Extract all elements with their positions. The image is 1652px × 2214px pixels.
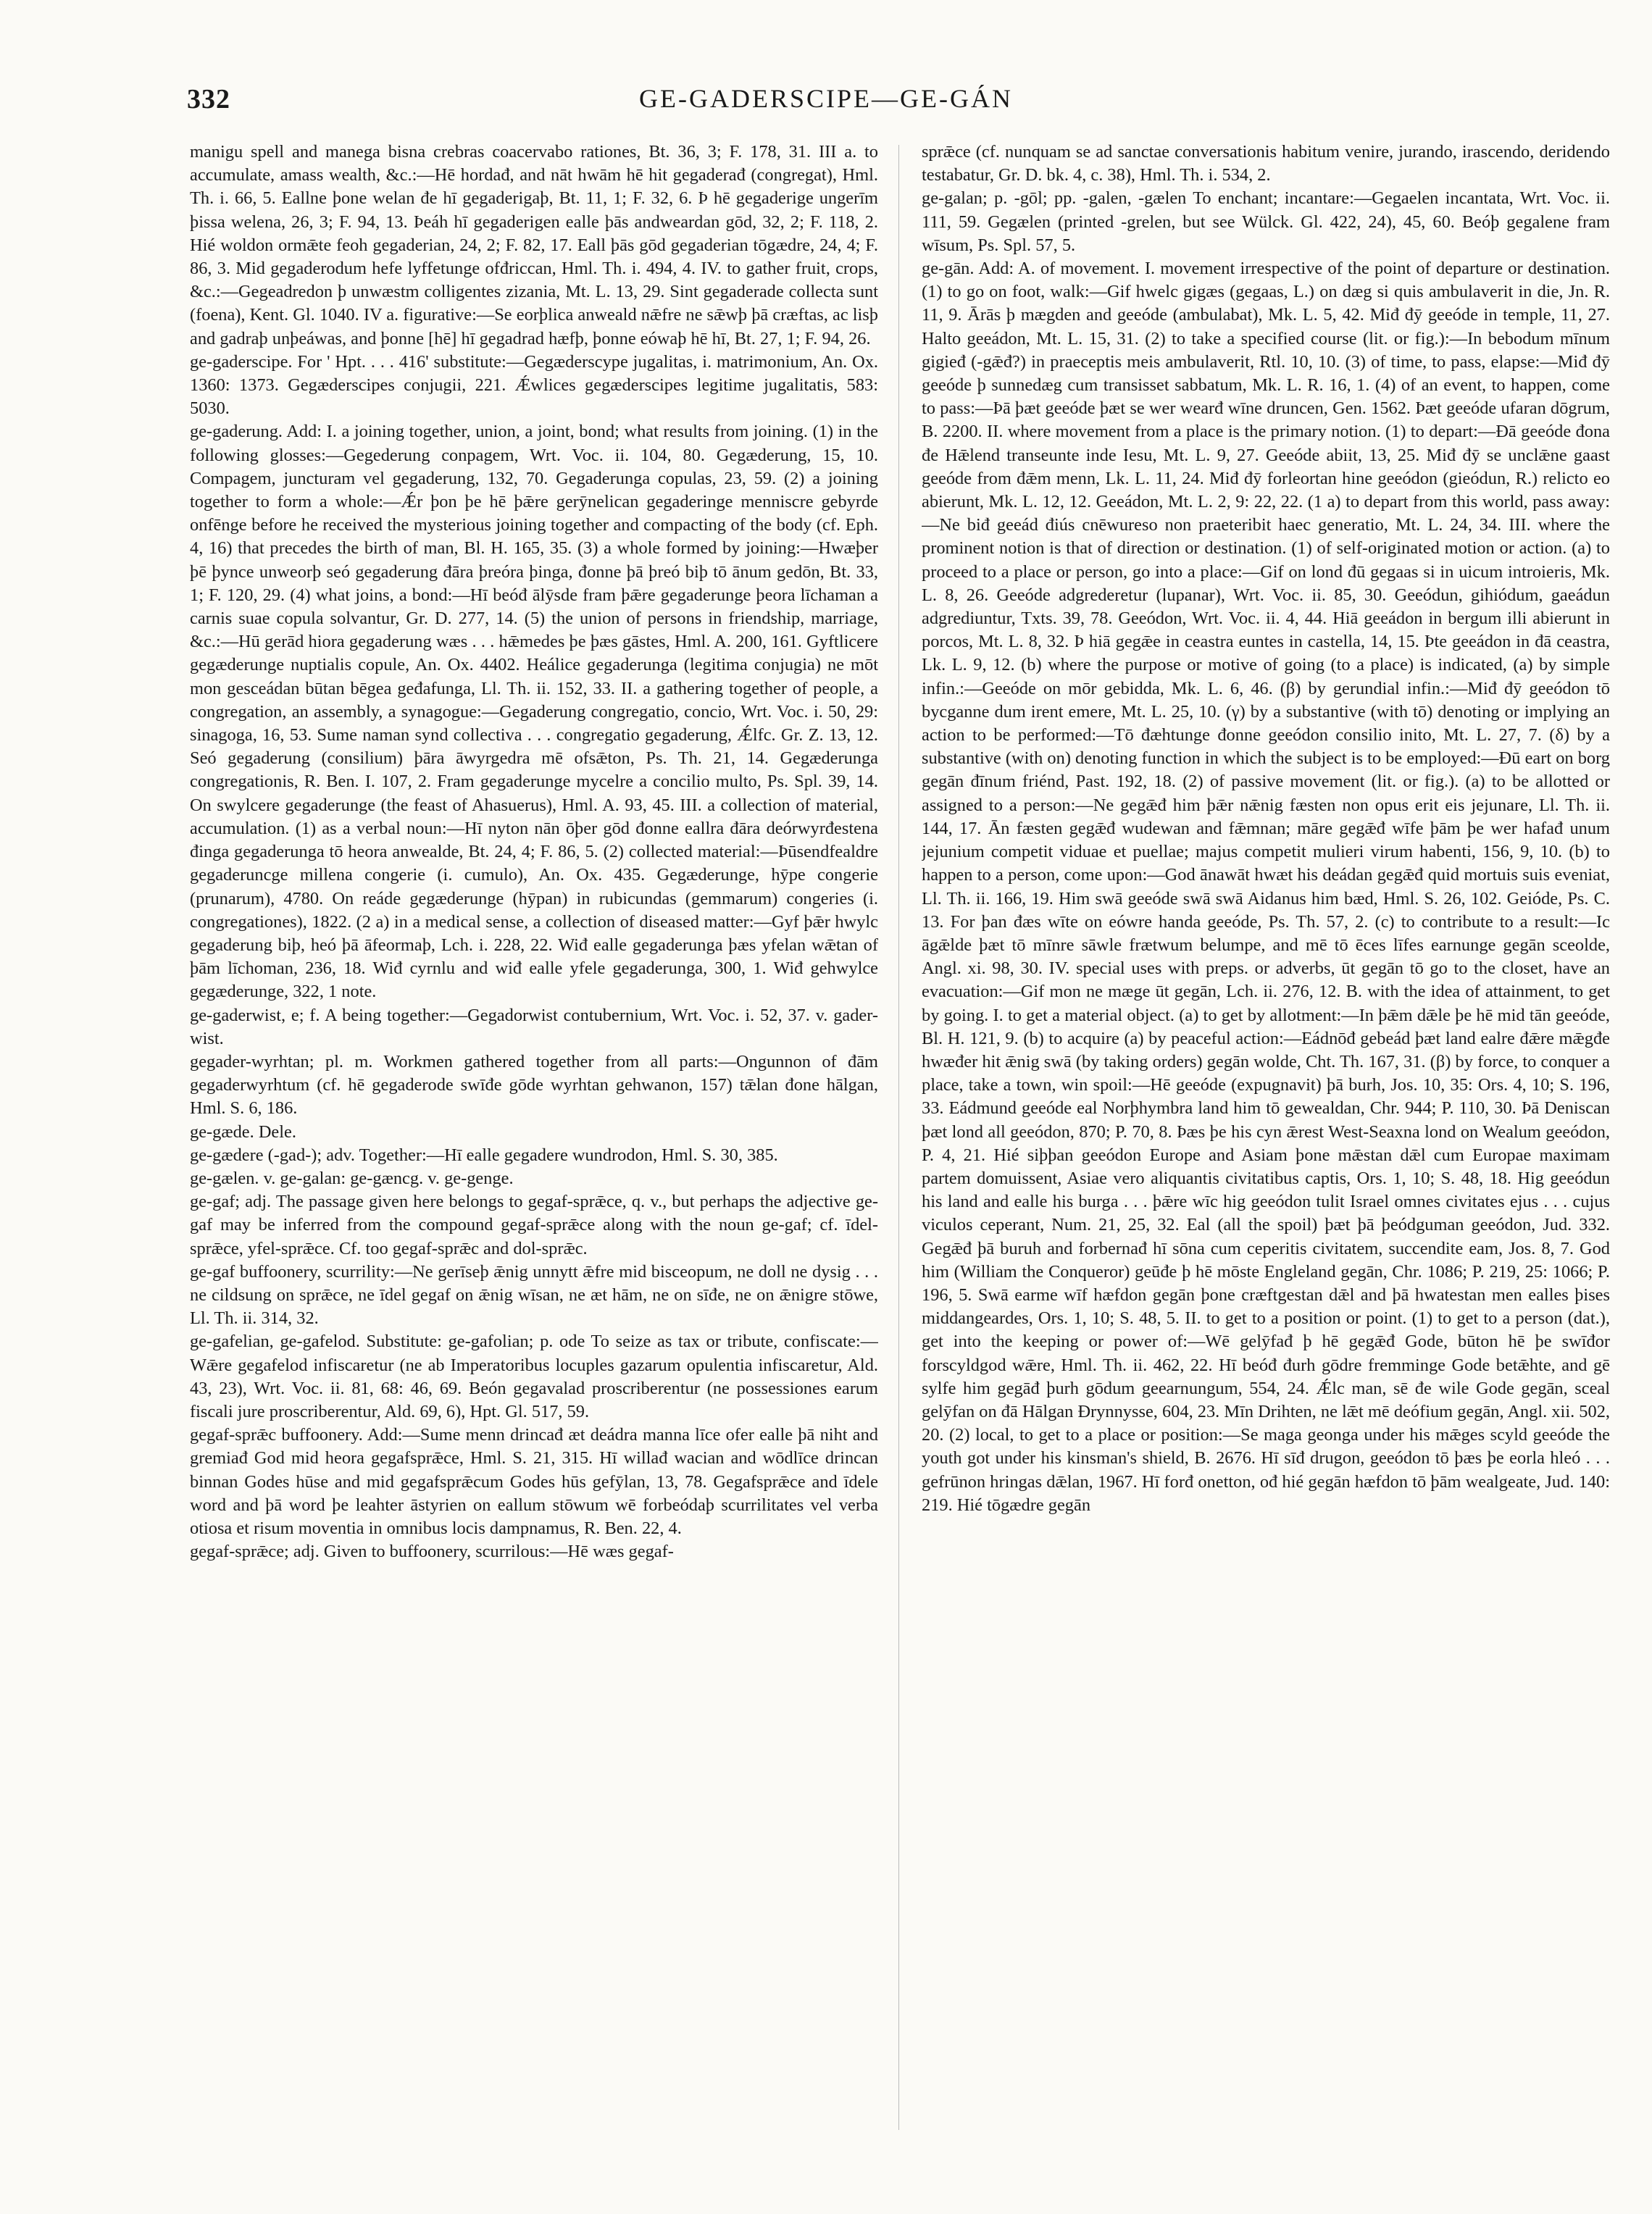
entry-paragraph: ge-gædere (-gad-); adv. Together:—Hī ealle gegadere wundrodon, Hml. S. 30, 385.	[190, 1145, 778, 1165]
page-header	[187, 83, 1465, 127]
entry-paragraph: gegaf-sprǣc buffoonery. Add:—Sume menn drincađ æt deádra manna līce ofer ealle þā niht and gremiađ God mid heora gegafsprǣce, Hml. S. 21, 315. Hī willađ wacian and wōdlīce drincan binnan Godes hūse and mid gegafsprǣcum Godes hūs gefȳlan, 13, 78. Gegafsprǣce and īdele word and þā word þe leahter āstyrien on eallum stōwum wē forbeódaþ scurrilitates vel verba otiosa et risum moventia in omnibus locis dampnamus, R. Ben. 22, 4.	[190, 1425, 878, 1538]
entry-paragraph: ge-gaderung. Add: I. a joining together, union, a joint, bond; what results from joining. (1) in the following glosses:—Gegederung conpagem, Wrt. Voc. ii. 104, 80. Gegæderung, 15, 10. Compagem, juncturam vel gegaderung, 132, 70. Gegaderunga copulas, 23, 59. (2) a joining together to form a whole:—Ǽr þon þe hē þǣre gerȳnelican gegaderinge menniscre gebyrde onfēnge before he received the mysterious joining together and compacting of the body (cf. Eph. 4, 16) that precedes the birth of man, Bl. H. 165, 35. (3) a whole formed by joining:—Hwæþer þē þynce unweorþ seó gegaderung đāra þreóra þinga, đonne þā þreó biþ tō ānum gedōn, Bt. 33, 1; F. 120, 29. (4) what joins, a bond:—Hī beóđ ālȳsde fram þǣre gegaderunge þeora līchaman a carnis suae copula solvantur, Gr. D. 277, 14. (5) the union of persons in friendship, marriage, &c.:—Hū gerād hiora gegaderung wæs . . . hǣmedes þe þæs gāstes, Hml. A. 200, 161. Gyftlicere gegæderunge nuptialis copule, An. Ox. 4402. Heálice gegaderunga (legitima conjugia) ne mōt mon gesceádan būtan bēgea geđafunga, Ll. Th. ii. 152, 33. II. a gathering together of people, a congregation, an assembly, a synagogue:—Gegaderung congregatio, concio, Wrt. Voc. i. 50, 29: sinagoga, 16, 53. Sume naman synd collectiva . . . congregatio gegaderung, Ǽlfc. Gr. Z. 13, 12. Seó gegaderung (consilium) þāra āwyrgedra mē ofsǣton, Ps. Th. 21, 14. Gegæderunga congregationis, R. Ben. I. 107, 2. Fram gegaderunge mycelre a concilio multo, Ps. Spl. 39, 14. On swylcere gegaderunge (the feast of Ahasuerus), Hml. A. 93, 45. III. a collection of material, accumulation. (1) as a verbal noun:—Hī nyton nān ōþer gōd đonne eallra đāra deórwyrđestena đinga gegaderunga tō heora anwealde, Bt. 24, 4; F. 86, 5. (2) collected material:—Þūsendfealdre gegaderuncge millena congerie (i. cumulo), An. Ox. 435. Gegæderunge, hȳpe congerie (prunarum), 4780. On reáde gegæderunge (hȳpan) in rubicundas (gemmarum) congeries (i. congregationes), 1822. (2 a) in a medical sense, a collection of diseased matter:—Gyf þǣr hwylc gegaderung biþ, heó þā āfeormaþ, Lch. i. 228, 22. Wiđ ealle gegaderunga þæs yfelan wǣtan of þām līchoman, 236, 18. Wiđ cyrnlu and wiđ ealle yfele gegaderunga, 300, 1. Wiđ gehwylce gegæderunge, 322, 1 note.	[190, 422, 878, 1002]
page-number: 332	[187, 84, 230, 114]
entry-paragraph: ge-gaf buffoonery, scurrility:—Ne gerīseþ ǣnig unnytt ǣfre mid bisceopum, ne doll ne dysig . . . ne cildsung on sprǣce, ne īdel gegaf on ǣnig wīsan, ne æt hām, ne on sīđe, ne on ǣnigre stōwe, Ll. Th. ii. 314, 32.	[190, 1261, 878, 1329]
entry-paragraph: ge-gaderscipe. For ' Hpt. . . . 416' substitute:—Gegæderscype jugalitas, i. matrimonium, An. Ox. 1360: 1373. Gegæderscipes conjugii, 221. Ǽwlices gegæderscipes legitime jugalitatis, 583: 5030.	[190, 351, 878, 419]
entry-paragraph: ge-gaf; adj. The passage given here belongs to gegaf-sprǣce, q. v., but perhaps the adjective ge-gaf may be inferred from the compound gegaf-sprǣce along with the noun ge-gaf; cf. īdel-sprǣce, yfel-sprǣce. Cf. too gegaf-sprǣc and dol-sprǣc.	[190, 1192, 878, 1258]
entry-paragraph: ge-gaderwist, e; f. A being together:—Gegadorwist contubernium, Wrt. Voc. i. 52, 37. v. gader-wist.	[190, 1005, 878, 1048]
entry-paragraph: gegader-wyrhtan; pl. m. Workmen gathered together from all parts:—Ongunnon of đām gegaderwyrhtum (cf. hē gegaderode swīđe gōde wyrhtan gehwanon, 157) tǣlan đone hālgan, Hml. S. 6, 186.	[190, 1051, 878, 1119]
right-column	[922, 141, 1610, 2140]
column-divider	[898, 145, 899, 2130]
entry-paragraph: ge-gæde. Dele.	[190, 1121, 296, 1142]
running-head: GE-GADERSCIPE—GE-GÁN	[639, 84, 1013, 113]
left-column	[190, 141, 878, 2140]
entry-paragraph: manigu spell and manega bisna crebras coacervabo rationes, Bt. 36, 3; F. 178, 31. III a. to accumulate, amass wealth, &c.:—Hē hordađ, and nāt hwām hē hit gegaderađ (congregat), Hml. Th. i. 66, 5. Eallne þone welan đe hī gegaderigaþ, Bt. 11, 1; F. 32, 6. Þ hē gegaderige ungerīm þissa welena, 26, 3; F. 94, 13. Þeáh hī gegaderigen ealle þās andweardan gōd, 32, 2; F. 118, 2. Hié woldon ormǣte feoh gegaderian, 24, 2; F. 82, 17. Eall þās gōd gegaderian tōgædre, 24, 4; F. 86, 3. Mid gegaderodum hefe lyffetunge ofđriccan, Hml. Th. i. 494, 4. IV. to gather fruit, crops, &c.:—Gegeadredon þ unwæstm colligentes zizania, Mt. L. 13, 29. Sint gegaderade collecta sunt (foena), Kent. Gl. 1040. IV a. figurative:—Se eorþlica anweald nǣfre ne sǣwþ þā cræftas, ac lisþ and gadraþ unþeáwas, and þonne [hē] hī gegadrad hæfþ, þonne eówaþ hē hī, Bt. 27, 1; F. 94, 26.	[190, 142, 878, 348]
entry-paragraph: gegaf-sprǣce; adj. Given to buffoonery, scurrilous:—Hē wæs gegaf-	[190, 1542, 674, 1562]
entry-paragraph: ge-gafelian, ge-gafelod. Substitute: ge-gafolian; p. ode To seize as tax or tribute, confiscate:—Wǣre gegafelod infiscaretur (ne ab Imperatoribus locuples gazarum opulentia infiscaretur, Ald. 43, 23), Wrt. Voc. ii. 81, 68: 46, 69. Beón gegavalad proscriberentur (ne possessiones earum fiscali jure proscriberentur, Ald. 69, 6), Hpt. Gl. 517, 59.	[190, 1332, 878, 1421]
entry-paragraph: ge-galan; p. -gōl; pp. -galen, -gælen To enchant; incantare:—Gegaelen incantata, Wrt. Voc. ii. 111, 59. Gegælen (printed -grelen, but see Wülck. Gl. 422, 24), 45, 60. Beóþ gegalene fram wīsum, Ps. Spl. 57, 5.	[922, 188, 1610, 255]
entry-paragraph: ge-gān. Add: A. of movement. I. movement irrespective of the point of departure or destination. (1) to go on foot, walk:—Gif hwelc gigæs (gegaas, L.) on dæg si quis ambulaverit in die, Jn. R. 11, 9. Ārās þ mægden and geeóde (ambulabat), Mk. L. 5, 42. Miđ đȳ geeóde in temple, 11, 27. Halto geeádon, Mt. L. 15, 31. (2) to take a specified course (lit. or fig.):—In bebodum mīnum gigieđ (-gǣđ?) in praeceptis meis ambulaverit, Rtl. 10, 10. (3) of time, to pass, elapse:—Miđ đȳ geeóde þ sunnedæg cum transisset sabbatum, Mk. L. R. 16, 1. (4) of an event, to happen, come to pass:—Þā þæt geeóde þæt se wer wearđ wīne druncen, Gen. 1562. Þæt geeóde ufaran dōgrum, B. 2200. II. where movement from a place is the primary notion. (1) to depart:—Đā geeóde đona đe Hǣlend transeunte inde Iesu, Mt. L. 9, 27. Geeóde abiit, 13, 25. Miđ đȳ se unclǣne gaast geeóde from đǣm menn, Lk. L. 11, 24. Miđ đȳ forleortan hine geeódon (gieódun, R.) relicto eo abierunt, Mk. L. 12, 12. Geeádon, Mt. L. 2, 9: 22, 22. (1 a) to depart from this world, pass away:—Ne biđ geeád điús cnēwureso non praeteribit haec generatio, Mt. L. 24, 34. III. where the prominent notion is that of direction or destination. (1) of self-originated motion or action. (a) to proceed to a place or person, go into a place:—Gif on lond đū gegaas si in uicum introieris, Mk. L. 8, 26. Geeóde adgrederetur (lupanar), Wrt. Voc. ii. 85, 30. Geeódun, gihiódum, gaeádun adgrediuntur, Txts. 39, 78. Geeódon, Wrt. Voc. ii. 4, 44. Hiā geeádon in bergum illi abierunt in porcos, Mt. L. 8, 32. Þ hiā gegǣe in ceastra euntes in castella, 14, 15. Þte geeádon in đā ceastra, Lk. L. 9, 12. (b) where the purpose or motive of going (to a place) is indicated, (a) by simple infin.:—Geeóde on mōr gebidda, Mk. L. 6, 46. (β) by gerundial infin.:—Miđ đȳ geeódon tō bycganne dum irent emere, Mt. L. 25, 10. (γ) by a substantive (with tō) denoting or implying an action to be performed:—Tō đæhtunge đonne geeódon consilio inito, Mt. L. 27, 7. (δ) by a substantive (with on) denoting function in which the subject is to be employed:—Đū eart on borg gegān đīnum friénd, Past. 192, 18. (2) of passive movement (lit. or fig.). (a) to be allotted or assigned to a person:—Ne gegǣđ him þǣr nǣnig fæsten non opus erit eis jejunare, Ll. Th. ii. 144, 17. Ān fæsten gegǣđ wudewan and fǣmnan; māre gegǣđ wīfe þām þe wer hafađ unum jejunium competit viduae et puellae; majus competit mulieri virum habenti, 156, 9, 10. (b) to happen to a person, come upon:—God ānawāt hwæt his deádan gegǣđ quid mortuis suis eveniat, Ll. Th. ii. 166, 19. Him swā geeóde swā swā Aidanus him bæd, Hml. S. 26, 102. Geióde, Ps. C. 13. For þan đæs wīte on eówre handa geeóde, Ps. Th. 57, 2. (c) to contribute to a result:—Ic āgǣlde þæt tō mīnre sāwle frætwum belumpe, and mē tō ēces līfes earnunge gegān sceolde, Angl. xi. 98, 30. IV. special uses with preps. or adverbs, ūt gegān tō go to the closet, have an evacuation:—Gif mon ne mæge ūt gegān, Lch. ii. 276, 12. B. with the idea of attainment, to get by going. I. to get a material object. (a) to get by allotment:—In þǣm dǣle þe hē mid tān geeóde, Bl. H. 121, 9. (b) to acquire (a) by peaceful action:—Eádnōđ gebeád þæt land ealre đǣre mǣgđe hwæđer hit ǣnig swā (by taking orders) gegān wolde, Cht. Th. 167, 31. (β) by force, to conquer a place, take a town, win spoil:—Hē geeóde (expugnavit) þā burh, Jos. 10, 35: Ors. 4, 10; S. 196, 33. Eádmund geeóde eal Norþhymbra land him tō gewealdan, Chr. 944; P. 110, 30. Þā Deniscan þæt lond all geeódon, 870; P. 70, 8. Þæs þe his cyn ǣrest West-Seaxna lond on Wealum geeódon, P. 4, 21. Hié siþþan geeódon Europe and Asiam þone mǣstan dǣl cum Europae maximam partem domuissent, Asiae vero aliquantis civitatibus captis, Ors. 1, 10; S. 48, 18. Hig geeódun his land and ealle his burga . . . þǣre wīc hig geeódon tulit Israel omnes civitates ejus . . . cujus viculos ceperant, Num. 21, 25, 32. Eal (all the spoil) þæt þā þeódguman geeódon, Jud. 332. Gegǣđ þā buruh and forbernađ hī sōna cum ceperitis civitatem, succendite eam, Jos. 8, 7. God him (William the Conqueror) geūđe þ hē mōste Engleland gegān, Chr. 1086; P. 219, 25: 1066; P. 196, 5. Swā earme wīf hæfdon gegān þone cræftgestan dǣl and þā hwatestan men ealles þises middangeardes, Ors. 1, 10; S. 48, 5. II. to get to a position or point. (1) to get to a person (dat.), get into the keeping or power of:—Wē gelȳfađ þ hē gegǣđ Gode, būton hē þe swīđor forscyldgod wǣre, Hml. Th. ii. 462, 22. Hī beóđ đurh gōdre fremminge Gode betǣhte, and gē sylfe him gegāđ þurh gōdum geearnungum, 554, 24. Ǽlc man, sē đe wile Gode gegān, sceal gelȳfan on đā Hālgan Đrynnysse, 604, 23. Mīn Drihten, ne lǣt mē deófium gegān, Angl. xii. 502, 20. (2) local, to get to a place or position:—Se maga geonga under his mǣges scyld geeóde the youth got under his kinsman's shield, B. 2676. Hī sīđ drugon, geeódon tō þæs þe eorla hleó . . . gefrūnon hringas dǣlan, 1967. Hī forđ onetton, ođ hié gegān hæfdon tō þām wealgeate, Jud. 140: 219. Hié tōgædre gegān	[922, 259, 1610, 1515]
entry-paragraph: ge-gælen. v. ge-galan: ge-gæncg. v. ge-genge.	[190, 1168, 514, 1188]
entry-paragraph: sprǣce (cf. nunquam se ad sanctae conversationis habitum venire, jurando, irascendo, deridendo testabatur, Gr. D. bk. 4, c. 38), Hml. Th. i. 534, 2.	[922, 142, 1610, 185]
